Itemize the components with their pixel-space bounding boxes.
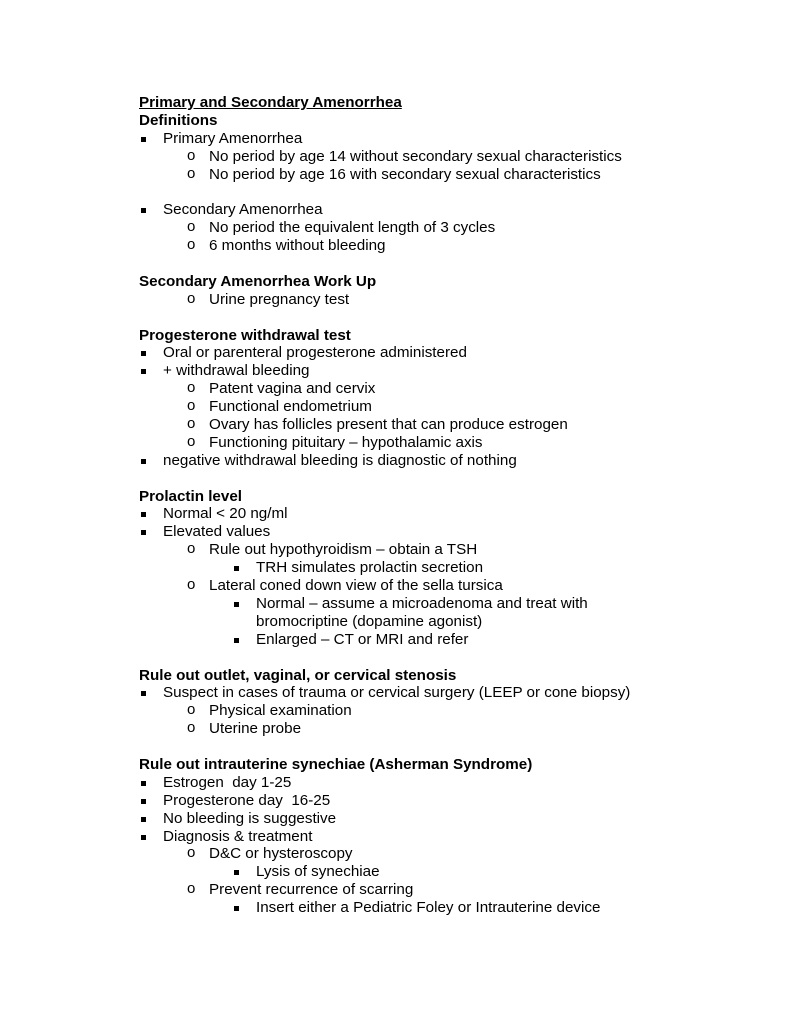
square-bullet-icon xyxy=(234,870,239,875)
sub-sub-bullet: Lysis of synechiae xyxy=(139,863,759,881)
sub-bullet: o No period by age 16 with secondary sexual characteristics xyxy=(187,164,601,183)
square-bullet-icon xyxy=(234,602,239,607)
bullet: Estrogen day 1-25 xyxy=(139,774,759,792)
square-bullet-icon xyxy=(141,351,146,356)
sub-bullet: o Patent vagina and cervix xyxy=(187,379,376,398)
workup-heading: Secondary Amenorrhea Work Up xyxy=(139,272,377,290)
sub-sub-bullet: Insert either a Pediatric Foley or Intrauterine device xyxy=(139,899,759,917)
sub-bullet: o Ovary has follicles present that can produce estrogen xyxy=(187,415,568,434)
circle-bullet-icon: o xyxy=(187,880,196,898)
sub-bullet: o Urine pregnancy test xyxy=(187,289,350,308)
document-page xyxy=(139,94,759,917)
square-bullet-icon xyxy=(141,137,146,142)
bullet: + withdrawal bleeding xyxy=(139,362,759,380)
sub-sub-bullet: TRH simulates prolactin secretion xyxy=(139,559,759,577)
bullet: negative withdrawal bleeding is diagnostic of nothing xyxy=(139,452,759,470)
bullet: Oral or parenteral progesterone administered xyxy=(139,344,759,362)
square-bullet-icon xyxy=(141,512,146,517)
bullet: No bleeding is suggestive xyxy=(139,810,759,828)
sub-bullet: o Lateral coned down view of the sella tursica xyxy=(187,576,503,595)
circle-bullet-icon: o xyxy=(187,164,196,182)
sub-bullet: o Uterine probe xyxy=(187,719,302,738)
circle-bullet-icon: o xyxy=(187,576,196,594)
square-bullet-icon xyxy=(141,369,146,374)
sub-bullet: o Functioning pituitary – hypothalamic axis xyxy=(187,432,483,451)
square-bullet-icon xyxy=(141,208,146,213)
square-bullet-icon xyxy=(234,906,239,911)
square-bullet-icon xyxy=(234,566,239,571)
sub-bullet: o Physical examination xyxy=(187,701,352,720)
square-bullet-icon xyxy=(141,781,146,786)
circle-bullet-icon: o xyxy=(187,844,196,862)
definitions-heading: Definitions xyxy=(139,111,218,129)
square-bullet-icon xyxy=(141,799,146,804)
bullet: Elevated values xyxy=(139,523,759,541)
bullet: Normal < 20 ng/ml xyxy=(139,505,759,523)
square-bullet-icon xyxy=(141,691,146,696)
square-bullet-icon xyxy=(141,817,146,822)
sub-bullet: o No period by age 14 without secondary sexual characteristics xyxy=(187,146,622,165)
circle-bullet-icon: o xyxy=(187,379,196,397)
circle-bullet-icon: o xyxy=(187,218,196,236)
sub-bullet: o D&C or hysteroscopy xyxy=(187,844,353,863)
sub-bullet: o Prevent recurrence of scarring xyxy=(187,880,414,899)
circle-bullet-icon: o xyxy=(187,236,196,254)
sub-sub-bullet: Enlarged – CT or MRI and refer xyxy=(139,631,759,649)
prolactin-heading: Prolactin level xyxy=(139,487,242,505)
bullet-secondary-amenorrhea: Secondary Amenorrhea xyxy=(139,201,759,219)
sub-sub-bullet: Normal – assume a microadenoma and treat with xyxy=(139,595,759,613)
asherman-heading: Rule out intrauterine synechiae (Asherman Syndrome) xyxy=(139,755,533,773)
circle-bullet-icon: o xyxy=(187,289,196,307)
sub-bullet: o Functional endometrium xyxy=(187,397,372,416)
square-bullet-icon xyxy=(141,530,146,535)
circle-bullet-icon: o xyxy=(187,146,196,164)
circle-bullet-icon: o xyxy=(187,719,196,737)
circle-bullet-icon: o xyxy=(187,432,196,450)
progesterone-heading: Progesterone withdrawal test xyxy=(139,326,351,344)
square-bullet-icon xyxy=(141,459,146,464)
circle-bullet-icon: o xyxy=(187,415,196,433)
page-title: Primary and Secondary Amenorrhea xyxy=(139,94,402,111)
sub-sub-bullet-continuation: bromocriptine (dopamine agonist) xyxy=(256,612,483,630)
outlet-heading: Rule out outlet, vaginal, or cervical stenosis xyxy=(139,666,457,684)
bullet: Progesterone day 16-25 xyxy=(139,792,759,810)
bullet-primary-amenorrhea: Primary Amenorrhea xyxy=(139,130,759,148)
circle-bullet-icon: o xyxy=(187,397,196,415)
square-bullet-icon xyxy=(234,638,239,643)
sub-bullet: o 6 months without bleeding xyxy=(187,236,386,255)
circle-bullet-icon: o xyxy=(187,540,196,558)
sub-bullet: o Rule out hypothyroidism – obtain a TSH xyxy=(187,540,478,559)
bullet: Suspect in cases of trauma or cervical surgery (LEEP or cone biopsy) xyxy=(139,684,759,702)
bullet: Diagnosis & treatment xyxy=(139,828,759,846)
sub-bullet: o No period the equivalent length of 3 cycles xyxy=(187,218,496,237)
circle-bullet-icon: o xyxy=(187,701,196,719)
square-bullet-icon xyxy=(141,835,146,840)
